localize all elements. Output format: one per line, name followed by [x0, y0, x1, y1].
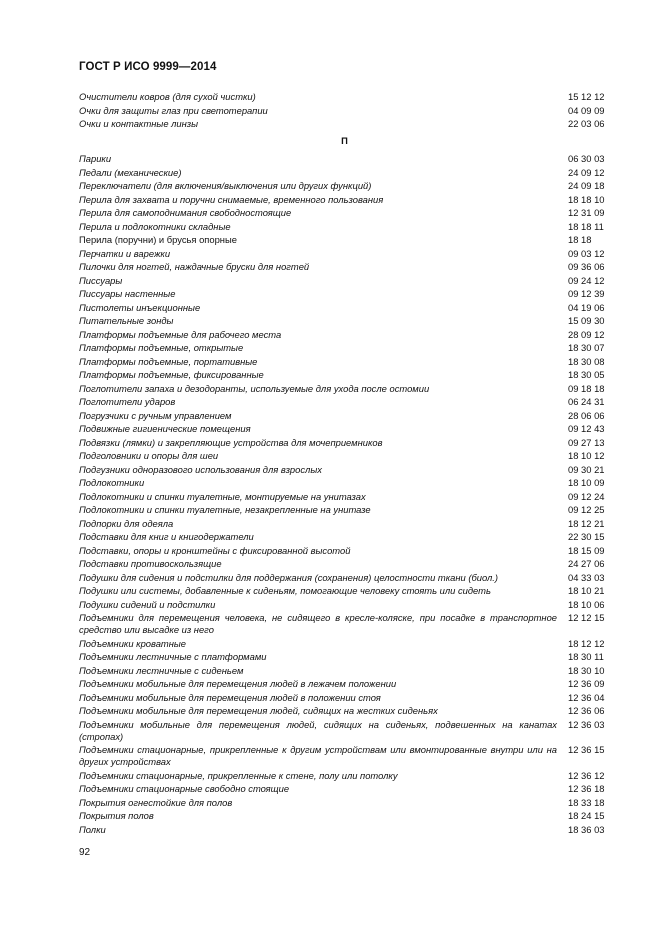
- entry-term: Поглотители запаха и дезодоранты, используемые для ухода после остомии: [79, 382, 430, 394]
- entry-term: Платформы подъемные для рабочего места: [79, 328, 282, 340]
- entry-term: Полки: [79, 823, 106, 835]
- index-entry: [79, 678, 610, 690]
- entry-code: 09 27 13: [568, 436, 605, 448]
- entry-code: 12 12 15: [568, 612, 605, 623]
- index-entry: [79, 783, 610, 795]
- index-entry: [79, 396, 610, 408]
- entry-code: 18 18 10: [568, 193, 605, 205]
- entry-term: Подъемники стационарные свободно стоящие: [79, 783, 290, 794]
- entry-code: 09 30 21: [568, 463, 605, 475]
- entry-code: 04 19 06: [568, 301, 605, 313]
- entry-term: Платформы подъемные, портативные: [79, 355, 258, 367]
- section-letter: П: [341, 135, 348, 146]
- entry-code: 18 36 03: [568, 823, 605, 835]
- entry-term: Подъемники мобильные для перемещения людей, сидящих на сиденьях, подвешенных на канатах (стропах): [79, 718, 557, 742]
- index-entry: [79, 167, 610, 179]
- entry-code: 06 30 03: [568, 153, 605, 164]
- entry-code: 18 10 12: [568, 450, 605, 461]
- entry-code: 12 36 04: [568, 691, 605, 703]
- entry-code: 18 18 11: [568, 220, 604, 232]
- index-entry: [79, 234, 610, 246]
- index-entry: [79, 410, 610, 422]
- entry-code: 18 30 11: [568, 651, 604, 662]
- entry-code: 15 09 30: [568, 315, 605, 326]
- entry-term: Подушки сидений и подстилки: [79, 598, 216, 610]
- entry-code: 12 36 06: [568, 705, 605, 716]
- index-entry: [79, 797, 610, 809]
- entry-term: Переключатели (для включения/выключения или других функций): [79, 180, 372, 191]
- entry-code: 12 36 03: [568, 718, 605, 730]
- entry-term: Подушки или системы, добавленные к сиденьям, помогающие человеку стоять или сидеть: [79, 585, 491, 596]
- entry-term: Очки и контактные линзы: [79, 118, 199, 129]
- page-header: ГОСТ Р ИСО 9999—2014: [79, 61, 217, 73]
- entry-term: Очки для защиты глаз при светотерапии: [79, 104, 268, 116]
- index-entry: [79, 638, 610, 650]
- entry-term: Писсуары настенные: [79, 288, 176, 299]
- entry-term: Подъемники стационарные, прикрепленные к стене, полу или потолку: [79, 769, 398, 781]
- entry-term: Подъемники мобильные для перемещения людей в положении стоя: [79, 691, 381, 703]
- entry-code: 18 10 21: [568, 585, 605, 596]
- entry-code: 18 18: [568, 234, 592, 245]
- entry-code: 22 03 06: [568, 118, 605, 129]
- entry-code: 18 12 12: [568, 637, 605, 649]
- entry-code: 12 36 12: [568, 769, 605, 781]
- entry-term: Платформы подъемные, открытые: [79, 342, 244, 353]
- entry-term: Подвижные гигиенические помещения: [79, 423, 251, 434]
- entry-term: Платформы подъемные, фиксированные: [79, 369, 264, 380]
- index-entry: [79, 692, 610, 704]
- index-entry: [79, 342, 610, 354]
- entry-code: 09 12 39: [568, 288, 605, 299]
- index-entry: [79, 545, 610, 557]
- index-entry: [79, 491, 610, 503]
- entry-code: 18 24 15: [568, 810, 605, 821]
- entry-code: 18 30 07: [568, 342, 605, 353]
- index-entry: [79, 369, 610, 381]
- entry-term: Подъемники лестничные с платформами: [79, 651, 267, 662]
- entry-code: 22 30 15: [568, 531, 605, 542]
- index-entry: [79, 153, 610, 165]
- index-entry: [79, 437, 610, 449]
- entry-code: 28 06 06: [568, 409, 605, 421]
- index-entry: [79, 477, 610, 489]
- index-entry: [79, 383, 610, 395]
- entry-term: Подлокотники и спинки туалетные, монтируемые на унитазах: [79, 490, 366, 502]
- entry-term: Подушки для сидения и подстилки для поддержания (сохранения) целостности ткани (биол.): [79, 571, 498, 583]
- entry-code: 09 03 12: [568, 247, 605, 259]
- index-entry: [79, 705, 610, 717]
- index-entry: [79, 356, 610, 368]
- index-entry: [79, 744, 610, 768]
- index-entry: [79, 302, 610, 314]
- index-entry: [79, 612, 610, 636]
- entry-code: 18 15 09: [568, 544, 605, 556]
- entry-code: 12 31 09: [568, 207, 605, 218]
- entry-term: Подставки противоскользящие: [79, 558, 222, 569]
- index-entry: [79, 504, 610, 516]
- index-entry: [79, 531, 610, 543]
- entry-code: 24 27 06: [568, 558, 605, 569]
- entry-term: Пилочки для ногтей, наждачные бруски для ногтей: [79, 261, 310, 272]
- entry-term: Подъемники мобильные для перемещения людей, сидящих на жестких сиденьях: [79, 705, 438, 716]
- index-entry: [79, 329, 610, 341]
- index-entry: [79, 518, 610, 530]
- index-entry: [79, 248, 610, 260]
- entry-code: 24 09 18: [568, 180, 605, 191]
- index-entry: [79, 810, 610, 822]
- index-entry: [79, 261, 610, 273]
- index-entry: [79, 450, 610, 462]
- index-entry: [79, 572, 610, 584]
- entry-code: 04 33 03: [568, 571, 605, 583]
- entry-term: Покрытия полов: [79, 810, 154, 821]
- index-entry: [79, 558, 610, 570]
- entry-term: Подъемники кроватные: [79, 637, 187, 649]
- entry-code: 28 09 12: [568, 328, 605, 340]
- index-entry: [79, 824, 610, 836]
- entry-code: 09 12 43: [568, 423, 605, 434]
- index-list: [79, 91, 610, 837]
- index-entry: [79, 180, 610, 192]
- entry-code: 24 09 12: [568, 166, 605, 178]
- entry-term: Перила и подлокотники складные: [79, 220, 231, 232]
- index-group-p: [79, 153, 610, 836]
- index-entry: [79, 770, 610, 782]
- index-entry: [79, 665, 610, 677]
- entry-term: Писсуары: [79, 274, 123, 286]
- entry-term: Подлокотники и спинки туалетные, незакрепленные на унитазе: [79, 504, 371, 515]
- entry-code: 04 09 09: [568, 104, 605, 116]
- entry-term: Перила (поручни) и брусья опорные: [79, 234, 237, 245]
- entry-code: 12 36 18: [568, 783, 605, 794]
- entry-term: Подпорки для одеяла: [79, 517, 174, 529]
- entry-term: Покрытия огнестойкие для полов: [79, 796, 233, 808]
- index-entry: [79, 464, 610, 476]
- entry-code: 12 36 09: [568, 678, 605, 689]
- entry-code: 09 18 18: [568, 382, 605, 394]
- entry-term: Подголовники и опоры для шеи: [79, 450, 219, 461]
- index-entry: [79, 275, 610, 287]
- index-entry: [79, 118, 610, 130]
- entry-term: Поглотители ударов: [79, 396, 176, 407]
- entry-code: 15 12 12: [568, 91, 605, 102]
- entry-code: 09 12 24: [568, 490, 605, 502]
- index-group-o: [79, 91, 610, 130]
- index-entry: [79, 423, 610, 435]
- entry-term: Погрузчики с ручным управлением: [79, 409, 232, 421]
- entry-term: Подъемники лестничные с сиденьем: [79, 664, 244, 676]
- entry-term: Очистители ковров (для сухой чистки): [79, 91, 256, 102]
- entry-term: Перила для самоподнимания свободностоящие: [79, 207, 292, 218]
- index-entry: [79, 585, 610, 597]
- index-entry: [79, 651, 610, 663]
- entry-term: Подъемники для перемещения человека, не сидящего в кресле-коляске, при посадке в транспортное средство или высадке из него: [79, 612, 557, 635]
- index-entry: [79, 91, 610, 103]
- entry-code: 18 30 10: [568, 664, 605, 676]
- entry-term: Перила для захвата и поручни снимаемые, временного пользования: [79, 193, 384, 205]
- index-entry: [79, 221, 610, 233]
- entry-code: 06 24 31: [568, 396, 605, 407]
- index-entry: [79, 288, 610, 300]
- entry-code: 09 24 12: [568, 274, 605, 286]
- entry-code: 18 30 05: [568, 369, 605, 380]
- entry-term: Подъемники стационарные, прикрепленные к другим устройствам или вмонтированные внутри или на других устройствах: [79, 744, 557, 767]
- entry-term: Парики: [79, 153, 112, 164]
- entry-term: Педали (механические): [79, 166, 182, 178]
- index-entry: [79, 105, 610, 117]
- entry-term: Подъемники мобильные для перемещения людей в лежачем положении: [79, 678, 397, 689]
- entry-code: 18 12 21: [568, 517, 605, 529]
- entry-code: 09 12 25: [568, 504, 605, 515]
- index-entry: [79, 194, 610, 206]
- entry-code: 18 10 09: [568, 477, 605, 488]
- entry-term: Подгузники одноразового использования для взрослых: [79, 463, 322, 475]
- entry-term: Питательные зонды: [79, 315, 174, 326]
- entry-term: Подлокотники: [79, 477, 145, 488]
- entry-code: 18 10 06: [568, 598, 605, 610]
- entry-term: Перчатки и варежки: [79, 247, 171, 259]
- entry-code: 12 36 15: [568, 744, 605, 755]
- index-entry: [79, 719, 610, 743]
- entry-term: Подставки, опоры и кронштейны с фиксированной высотой: [79, 544, 351, 556]
- index-entry: [79, 599, 610, 611]
- index-entry: [79, 315, 610, 327]
- page-number: 92: [79, 847, 91, 858]
- entry-term: Пистолеты инъекционные: [79, 301, 201, 313]
- entry-term: Подвязки (лямки) и закрепляющие устройства для мочеприемников: [79, 436, 383, 448]
- entry-code: 18 33 18: [568, 796, 605, 808]
- entry-code: 18 30 08: [568, 355, 605, 367]
- entry-code: 09 36 06: [568, 261, 605, 272]
- index-entry: [79, 207, 610, 219]
- entry-term: Подставки для книг и книгодержатели: [79, 531, 254, 542]
